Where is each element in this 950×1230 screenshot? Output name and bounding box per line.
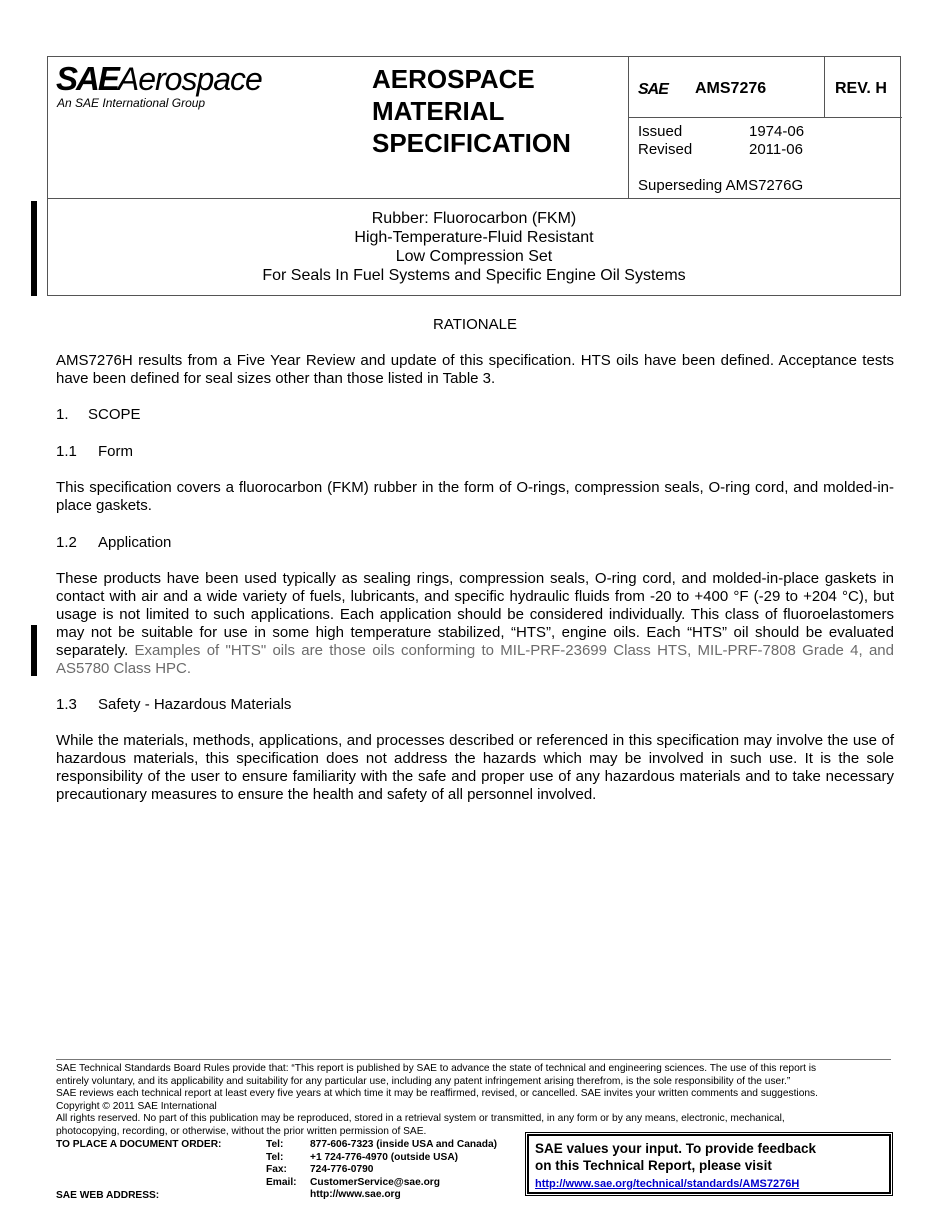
section-number: 1.2 — [56, 534, 77, 551]
revised-label: Revised — [638, 141, 693, 158]
order-contacts — [266, 1139, 497, 1202]
fax-number: 724-776-0790 — [310, 1164, 374, 1176]
issue-dates — [638, 123, 804, 159]
tel-label: Tel: — [266, 1139, 284, 1150]
section-form-heading — [56, 443, 133, 460]
section-safety-heading — [56, 696, 291, 713]
spec-title-line: MATERIAL — [372, 96, 505, 126]
logo-cell — [48, 57, 365, 198]
section-title: SCOPE — [88, 406, 141, 423]
superseding-note: Superseding AMS7276G — [638, 177, 804, 194]
revised-date: 2011-06 — [749, 141, 803, 158]
section-number: 1.1 — [56, 443, 77, 460]
web-address-label: SAE WEB ADDRESS: — [56, 1190, 160, 1201]
title-cell — [365, 57, 628, 198]
feedback-box — [527, 1134, 891, 1194]
application-text-hts-examples: Examples of "HTS" oils are those oils conforming to MIL-PRF-23699 Class HTS, MIL-PRF-7808 Grade 4, and AS5780 Class HPC. — [56, 642, 894, 677]
change-bar — [31, 625, 37, 676]
issued-label: Issued — [638, 123, 683, 140]
logo-tagline: An SAE International Group — [57, 96, 206, 110]
revision-box — [824, 57, 902, 117]
footer-divider — [56, 1059, 891, 1060]
change-bar — [31, 201, 37, 296]
fax-label: Fax: — [266, 1164, 287, 1176]
identification-cell — [628, 57, 902, 198]
order-label: TO PLACE A DOCUMENT ORDER: — [56, 1139, 222, 1150]
logo-sae-text: SAE — [56, 60, 118, 97]
header-block — [47, 56, 901, 199]
email-label: Email: — [266, 1176, 297, 1188]
web-address-link[interactable]: http://www.sae.org — [310, 1189, 401, 1201]
form-text: This specification covers a fluorocarbon (FKM) rubber in the form of O-rings, compression seals, O-ring cord, and molded-in-place gaskets. — [56, 479, 894, 514]
safety-text: While the materials, methods, applications, and processes described or referenced in this specification may involve the use of hazardous materials, this specification does not address the hazards which may be involved in such use. It is the sole responsibility of the user to ensure familiarity with the safe and proper use of any hazardous materials and to take necessary precautionary measures to ensure the health and safety of all personnel involved. — [56, 732, 894, 803]
sae-small-logo: SAE — [638, 81, 668, 98]
footer-fine-print — [56, 1063, 891, 1139]
issued-date: 1974-06 — [749, 123, 805, 140]
application-text — [56, 570, 894, 678]
section-number: 1.3 — [56, 696, 77, 713]
subject-line: Low Compression Set — [395, 248, 553, 265]
document-number: AMS7276 — [695, 80, 767, 97]
section-number: 1. — [56, 406, 69, 423]
fine-print-line: Copyright © 2011 SAE International — [56, 1100, 217, 1112]
rationale-text: AMS7276H results from a Five Year Review and update of this specification. HTS oils have been defined. Acceptance tests have been defined for seal sizes other than those listed in Table 3. — [56, 352, 894, 387]
tel-label: Tel: — [266, 1151, 284, 1163]
fine-print-line: photocopying, recording, or otherwise, without the prior written permission of SAE. — [56, 1125, 427, 1137]
section-scope-heading — [56, 406, 141, 423]
feedback-text: SAE values your input. To provide feedback — [535, 1141, 817, 1156]
application-text-main: These products have been used typically as sealing rings, compression seals, O-ring cord, and molded-in-place gaskets in contact with air and a wide variety of fuels, lubricants, and specific hydraulic fluids from -20 to +400 °F (-29 to +204 °C), but usage is not limited to such applications. Each application should be considered individually. This class of fluoroelastomers may not be suitable for use in some high temperature stabilized, “HTS”, engine oils. Each “HTS” oil should be evaluated separately. — [56, 570, 894, 659]
spec-title-line: AEROSPACE — [372, 64, 535, 94]
feedback-text: on this Technical Report, please visit — [535, 1158, 772, 1173]
sae-aerospace-logo — [56, 60, 262, 110]
fine-print-line: All rights reserved. No part of this publication may be reproduced, stored in a retrieval system or transmitted, in any form or by any means, electronic, mechanical, — [56, 1113, 785, 1125]
spec-title-line: SPECIFICATION — [372, 128, 571, 158]
rationale-heading: RATIONALE — [433, 316, 517, 333]
logo-aerospace-text: Aerospace — [117, 61, 262, 97]
fine-print-line: SAE reviews each technical report at least every five years at which time it may be reaffirmed, revised, or cancelled. SAE invites your written comments and suggestions. — [56, 1088, 818, 1100]
subject-block — [47, 198, 901, 296]
section-application-heading — [56, 534, 171, 551]
doc-id-row — [629, 57, 902, 118]
spec-title — [372, 63, 571, 159]
subject-line: Rubber: Fluorocarbon (FKM) — [371, 210, 577, 227]
fine-print-line: entirely voluntary, and its applicability and suitability for any particular use, including any patent infringement arising therefrom, is the sole responsibility of the user.” — [56, 1075, 791, 1087]
tel-international[interactable]: +1 724-776-4970 (outside USA) — [310, 1151, 459, 1163]
email-address[interactable]: CustomerService@sae.org — [310, 1176, 440, 1188]
tel-usa[interactable]: 877-606-7323 (inside USA and Canada) — [310, 1139, 498, 1150]
subject-line: High-Temperature-Fluid Resistant — [354, 229, 594, 246]
fine-print-line: SAE Technical Standards Board Rules provide that: “This report is published by SAE to advance the state of technical and engineering sciences. The use of this report is — [56, 1063, 817, 1074]
section-title: Application — [98, 534, 172, 551]
feedback-link[interactable]: http://www.sae.org/technical/standards/AMS7276H — [535, 1178, 800, 1190]
subject-line: For Seals In Fuel Systems and Specific Engine Oil Systems — [262, 267, 686, 284]
section-title: Safety - Hazardous Materials — [98, 696, 292, 713]
revision-label: REV. H — [835, 80, 887, 97]
section-title: Form — [98, 443, 133, 460]
